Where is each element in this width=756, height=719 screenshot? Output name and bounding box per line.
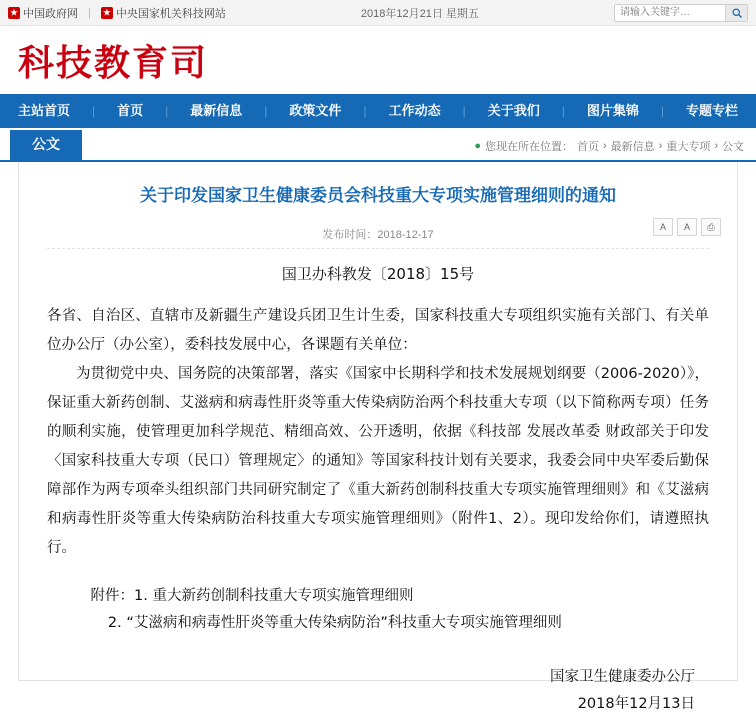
breadcrumb <box>474 138 744 160</box>
attachment-item-2: 2. “艾滋病和病毒性肝炎等重大传染病防治”科技重大专项实施管理细则 <box>107 615 562 632</box>
document-body <box>47 302 709 563</box>
gov-site-label: 中央国家机关科技网站 <box>115 7 226 20</box>
top-utility-bar <box>0 0 756 26</box>
nav-divider: | <box>165 104 169 118</box>
nav-divider: | <box>462 104 466 118</box>
nav-item-policy-documents[interactable]: 政策文件 <box>289 103 342 118</box>
breadcrumb-separator: › <box>714 140 718 152</box>
search-input[interactable] <box>615 5 725 21</box>
section-header <box>0 128 756 162</box>
document-paragraph-recipients: 各省、自治区、直辖市及新疆生产建设兵团卫生计生委，国家科技重大专项组织实施有关部门、有关单位办公厅（办公室），委科技发展中心，各课题有关单位： <box>47 307 709 353</box>
section-title: 公文 <box>10 130 82 160</box>
nav-divider: | <box>660 104 664 118</box>
current-date: 2018年12月21日 星期五 <box>360 7 479 20</box>
breadcrumb-item-latest-news[interactable]: 最新信息 <box>610 141 655 153</box>
topbar-separator: | <box>88 6 91 19</box>
search-icon <box>731 7 743 19</box>
breadcrumb-separator: › <box>658 140 663 152</box>
document-tools <box>653 218 721 236</box>
document-wrapper <box>0 162 756 713</box>
print-button[interactable]: ⎙ <box>701 218 721 236</box>
nav-divider: | <box>561 104 565 118</box>
site-title: 科技教育司 <box>18 42 209 84</box>
attachment-item-1: 1. 重大新药创制科技重大专项实施管理细则 <box>134 587 414 604</box>
nav-divider: | <box>264 104 268 118</box>
nav-item-special-topics[interactable]: 专题专栏 <box>685 103 738 118</box>
document-signature <box>47 664 709 719</box>
breadcrumb-separator: › <box>602 140 607 152</box>
document-paragraph-main: 为贯彻党中央、国务院的决策部署，落实《国家中长期科学和技术发展规划纲要（2006-2020）》，保证重大新药创制、艾滋病和病毒性肝炎等重大传染病防治两个科技重大专项（以下简称两专项）任务的顺利实施，使管理更加科学规范、精细高效、公开透明，依据《科技部 发展改革委 财政部关于印发〈国家科技重大专项（民口）管理规定〉的通知》等国家科技计划有关要求，我委会同中央军委后勤保障部作为两专项牵头组织部门共同研究制定了《重大新药创制科技重大专项实施管理细则》和《艾滋病和病毒性肝炎等重大传染病防治科技重大专项实施管理细则》（附件1、2）。现印发给你们，请遵照执行。 <box>47 365 709 556</box>
gov-portal-link[interactable] <box>8 5 78 21</box>
nav-item-main-home[interactable]: 主站首页 <box>18 103 71 118</box>
font-decrease-button[interactable]: A <box>653 218 673 236</box>
topbar-search <box>614 4 748 22</box>
document-divider <box>47 248 709 249</box>
site-masthead <box>0 26 756 94</box>
search-button[interactable] <box>725 5 747 21</box>
topbar-links <box>8 5 226 21</box>
nav-item-home[interactable]: 首页 <box>117 103 144 118</box>
nav-divider: | <box>363 104 367 118</box>
gov-site-emblem-icon <box>101 7 113 19</box>
signature-organization: 国家卫生健康委办公厅 <box>550 668 695 685</box>
font-increase-button[interactable]: A <box>677 218 697 236</box>
gov-portal-label: 中国政府网 <box>23 7 78 20</box>
attachment-label <box>47 583 709 611</box>
publish-time: 发布时间：2018-12-17 <box>322 228 434 241</box>
location-pin-icon: ● <box>474 140 481 152</box>
breadcrumb-item-major-projects[interactable]: 重大专项 <box>666 141 711 153</box>
document-title: 关于印发国家卫生健康委员会科技重大专项实施管理细则的通知 <box>140 186 616 206</box>
nav-divider: | <box>92 104 96 118</box>
breadcrumb-item-home[interactable]: 首页 <box>576 141 599 153</box>
document-number: 国卫办科教发〔2018〕15号 <box>281 264 475 283</box>
attachment-label-text: 附件： <box>90 587 134 604</box>
search-box[interactable] <box>614 4 748 22</box>
attachment-list <box>47 583 709 638</box>
main-navigation <box>0 94 756 128</box>
nav-item-work-updates[interactable]: 工作动态 <box>388 103 441 118</box>
breadcrumb-label: 您现在所在位置： <box>484 141 573 153</box>
nav-item-photo-gallery[interactable]: 图片集锦 <box>586 103 639 118</box>
signature-date: 2018年12月13日 <box>577 696 695 713</box>
nav-item-about-us[interactable]: 关于我们 <box>487 103 540 118</box>
gov-emblem-icon <box>8 7 20 19</box>
document-card <box>18 162 738 713</box>
breadcrumb-item-documents[interactable]: 公文 <box>722 141 744 153</box>
nav-item-latest-news[interactable]: 最新信息 <box>190 103 243 118</box>
gov-site-link[interactable] <box>101 5 226 21</box>
